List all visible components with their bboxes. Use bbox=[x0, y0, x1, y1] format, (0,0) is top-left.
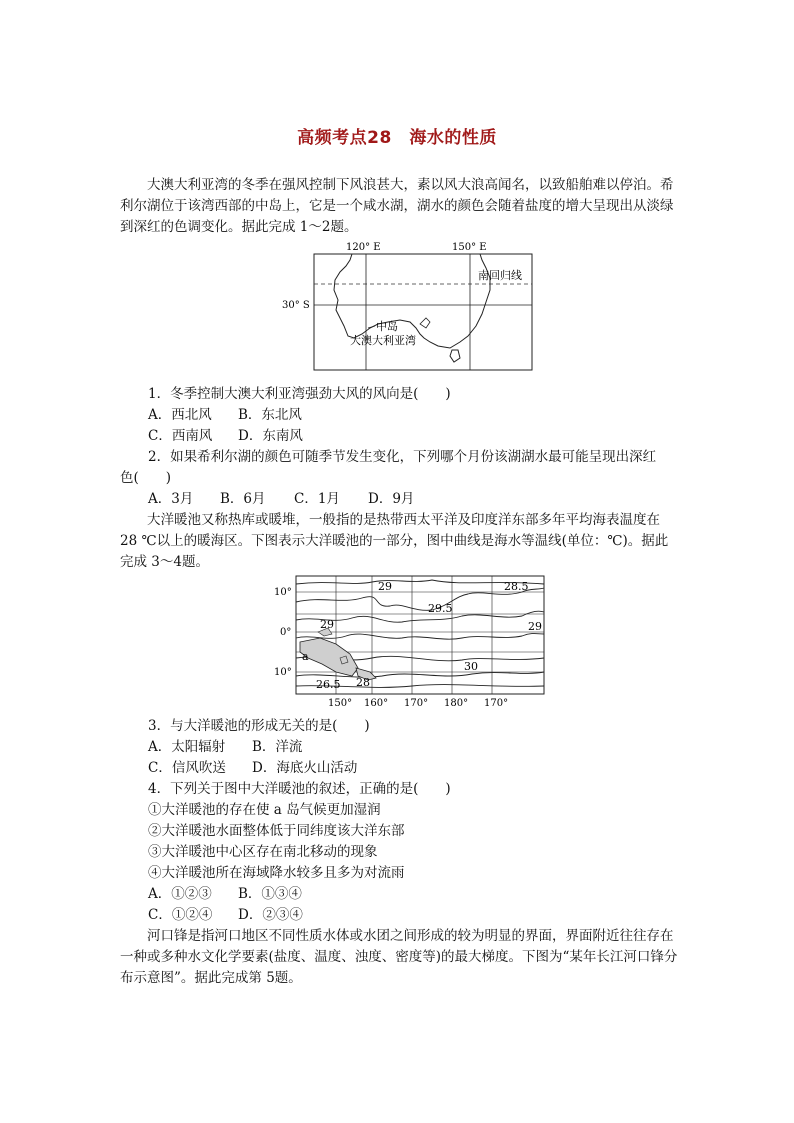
isotherm-29-5: 29.5 bbox=[428, 602, 453, 615]
isotherm-26-5: 26.5 bbox=[316, 678, 341, 691]
q2-stem-line2: 色( ) bbox=[120, 470, 172, 486]
q3-option-b: B．洋流 bbox=[252, 739, 303, 755]
q4-option-a: A．①②③ bbox=[148, 886, 212, 902]
q3-option-a: A．太阳辐射 bbox=[148, 739, 226, 755]
q2-option-c: C．1月 bbox=[294, 491, 340, 507]
q3-option-d: D．海底火山活动 bbox=[252, 760, 358, 776]
australia-map bbox=[280, 238, 540, 374]
island-label: 中岛 bbox=[376, 320, 398, 333]
q3-option-c: C．信风吹送 bbox=[148, 760, 226, 776]
q2-option-a: A．3月 bbox=[148, 491, 194, 507]
q1-stem: 1．冬季控制大澳大利亚湾强劲大风的风向是( ) bbox=[148, 386, 451, 402]
q1-option-c: C．西南风 bbox=[148, 428, 213, 444]
q1-option-b: B．东北风 bbox=[238, 407, 302, 423]
q2-stem-line1: 2．如果希利尔湖的颜色可随季节发生变化，下列哪个月份该湖湖水最可能呈现出深红 bbox=[148, 449, 657, 465]
lon-150-label: 150° E bbox=[452, 242, 487, 253]
lat-10n-label: 10° bbox=[274, 587, 292, 598]
warm-pool-map bbox=[272, 572, 548, 710]
lon-160-tick: 160° bbox=[364, 698, 389, 709]
lon-150-tick: 150° bbox=[328, 698, 353, 709]
lon-170e-tick: 170° bbox=[404, 698, 429, 709]
q4-stem: 4．下列关于图中大洋暖池的叙述，正确的是( ) bbox=[148, 781, 451, 797]
isotherm-30: 30 bbox=[464, 660, 478, 673]
q1-option-d: D．东南风 bbox=[238, 428, 303, 444]
isotherm-29-right: 29 bbox=[528, 620, 542, 633]
intro-paragraph-3: 河口锋是指河口地区不同性质水体或水团之间形成的较为明显的界面，界面附近往往存在一种或多种水文化学要素(盐度、温度、浊度、密度等)的最大梯度。下图为“某年长江河口锋分布示意图”。据此完成第 5题。 bbox=[120, 928, 678, 986]
tropic-label: 南回归线 bbox=[478, 269, 522, 282]
q4-statement-1: ①大洋暖池的存在使 a 岛气候更加湿润 bbox=[148, 802, 381, 818]
q4-option-d: D．②③④ bbox=[238, 907, 303, 923]
q4-statement-2: ②大洋暖池水面整体低于同纬度该大洋东部 bbox=[148, 823, 405, 839]
q3-stem: 3．与大洋暖池的形成无关的是( ) bbox=[148, 718, 370, 734]
intro-paragraph-1: 大澳大利亚湾的冬季在强风控制下风浪甚大，素以风大浪高闻名，以致船舶难以停泊。希利尔湖位于该湾西部的中岛上，它是一个咸水湖，湖水的颜色会随着盐度的增大呈现出从淡绿到深红的色调变化。据此完成 1～2题。 bbox=[120, 177, 674, 235]
isotherm-28-5: 28.5 bbox=[504, 580, 529, 593]
lon-170w-tick: 170° bbox=[484, 698, 509, 709]
q1-option-a: A．西北风 bbox=[148, 407, 212, 423]
lat-10s-label: 10° bbox=[274, 667, 292, 678]
bay-label: 大澳大利亚湾 bbox=[350, 334, 416, 347]
q4-statement-3: ③大洋暖池中心区存在南北移动的现象 bbox=[148, 844, 378, 860]
lon-120-label: 120° E bbox=[346, 242, 381, 253]
isotherm-28: 28 bbox=[356, 676, 370, 689]
q4-statement-4: ④大洋暖池所在海域降水较多且多为对流雨 bbox=[148, 865, 405, 881]
isotherm-29-left: 29 bbox=[320, 618, 334, 631]
q2-option-d: D．9月 bbox=[368, 491, 415, 507]
intro-paragraph-2: 大洋暖池又称热库或暖堆，一般指的是热带西太平洋及印度洋东部多年平均海表温度在 28 ℃以上的暖海区。下图表示大洋暖池的一部分，图中曲线是海水等温线(单位：℃)。据此完成 3～4题。 bbox=[120, 512, 669, 570]
isotherm-29-top: 29 bbox=[378, 580, 392, 593]
lon-180-tick: 180° bbox=[444, 698, 469, 709]
page-title: 高频考点28 海水的性质 bbox=[297, 128, 497, 148]
q4-option-c: C．①②④ bbox=[148, 907, 213, 923]
q2-option-b: B．6月 bbox=[220, 491, 266, 507]
lat-30-label: 30° S bbox=[282, 300, 310, 311]
q4-option-b: B．①③④ bbox=[238, 886, 302, 902]
lat-0-label: 0° bbox=[280, 627, 292, 638]
island-a-label: a bbox=[302, 650, 309, 663]
